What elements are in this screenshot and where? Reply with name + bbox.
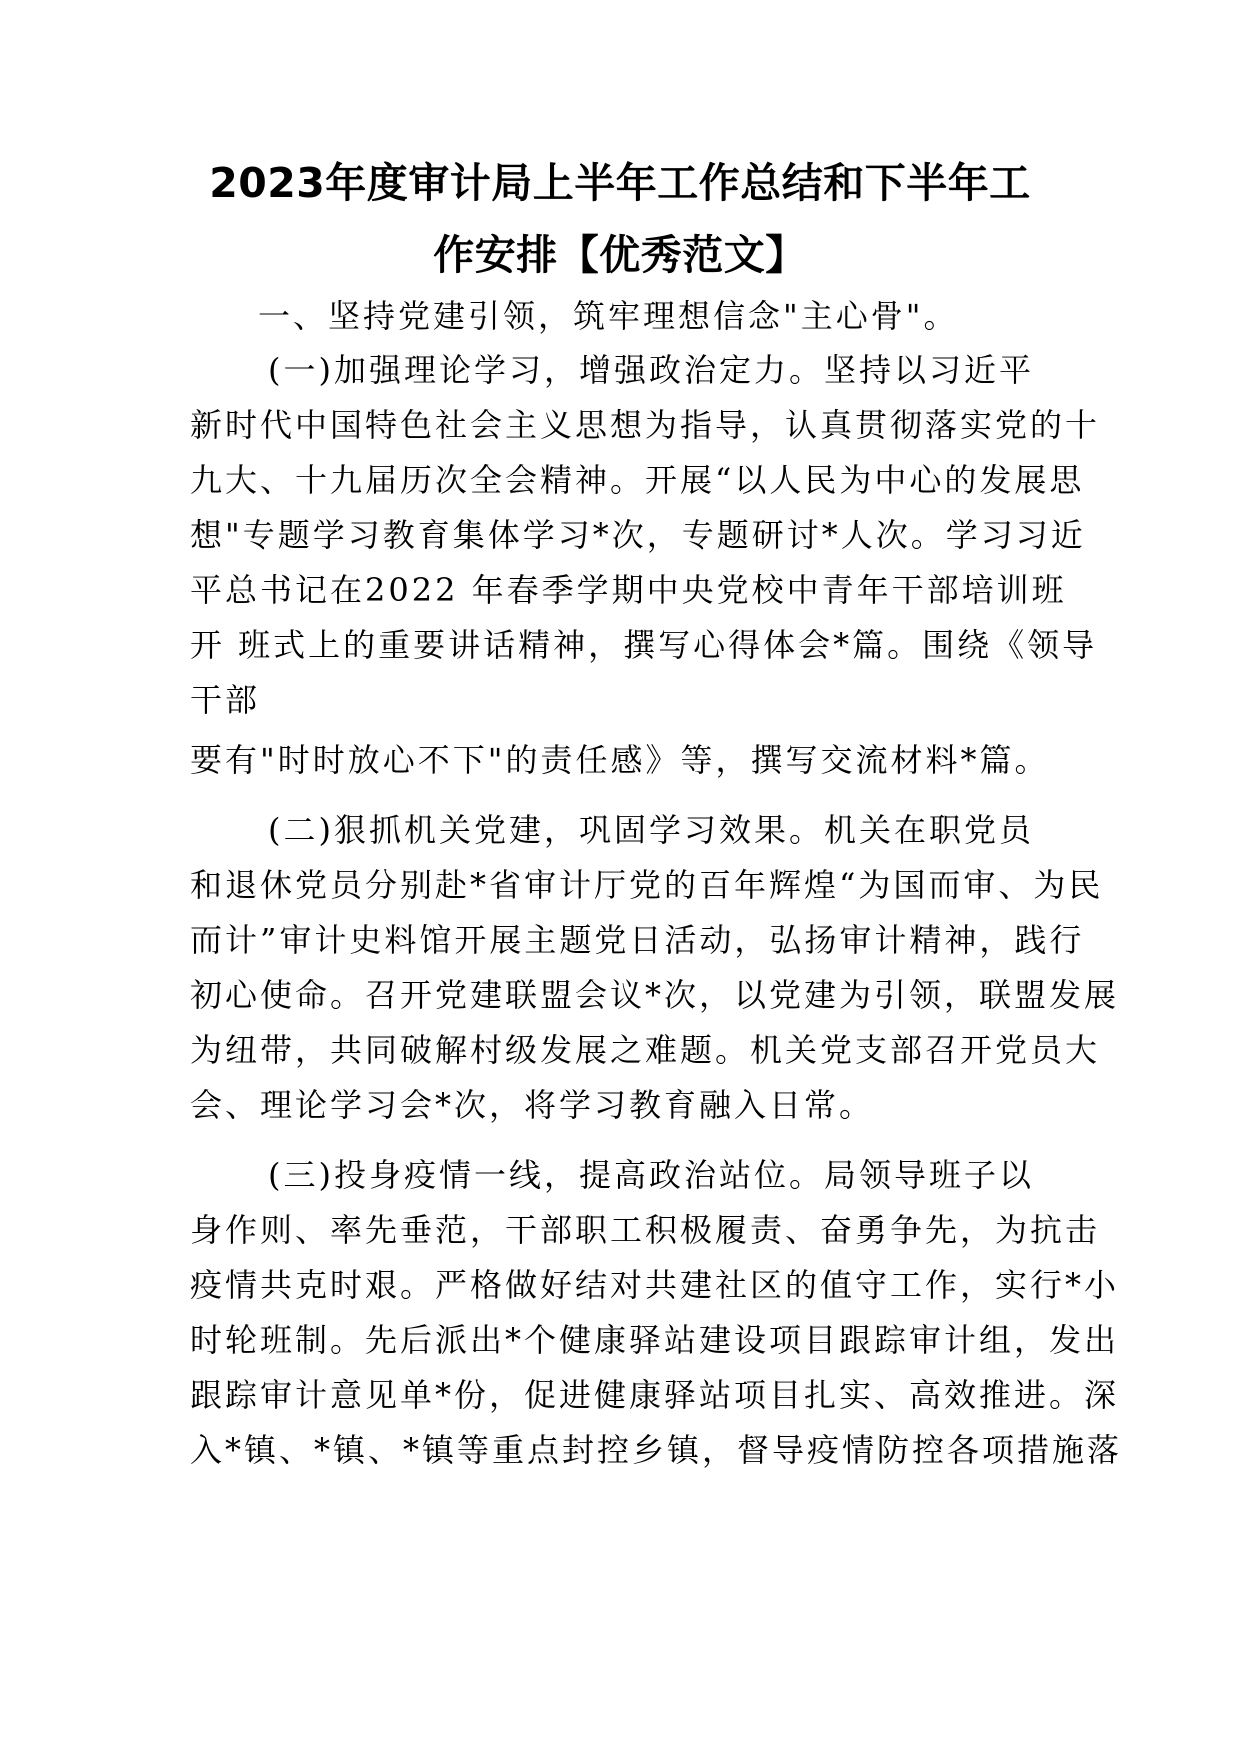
paragraph-line: 要有"时时放心不下"的责任感》等，撰写交流材料*篇。 [190,741,1050,779]
paragraph-line: 新时代中国特色社会主义思想为指导，认真贯彻落实党的十 [190,406,1101,444]
document-title-line-2: 作安排【优秀范文】 [433,231,807,279]
paragraph-line: 想"专题学习教育集体学习*次，专题研讨*人次。学习习近 [190,516,1086,554]
paragraph-line: 九大、十九届历次全会精神。开展“以人民为中心的发展思 [190,461,1085,499]
paragraph-line: 时轮班制。先后派出*个健康驿站建设项目跟踪审计组，发出 [190,1321,1120,1359]
paragraph-line: 和退休党员分别赴*省审计厅党的百年辉煌“为国而审、为民 [190,866,1104,904]
document-title-line-1: 2023年度审计局上半年工作总结和下半年工 [209,159,1031,207]
paragraph-line: 开 班式上的重要讲话精神，撰写心得体会*篇。围绕《领导 [190,626,1098,664]
paragraph-line: 跟踪审计意见单*份，促进健康驿站项目扎实、高效推进。深 [190,1376,1120,1414]
paragraph-line: 而计”审计史料馆开展主题党日活动，弘扬审计精神，践行 [190,921,1085,959]
paragraph-line: 会、理论学习会*次，将学习教育融入日常。 [190,1086,875,1124]
paragraph-line: (三)投身疫情一线，提高政治站位。局领导班子以 [268,1156,1034,1194]
paragraph-line: 入*镇、*镇、*镇等重点封控乡镇，督导疫情防控各项措施落 [190,1431,1123,1469]
section-heading: 一、坚持党建引领，筑牢理想信念"主心骨"。 [258,297,959,335]
paragraph-line: 为纽带，共同破解村级发展之难题。机关党支部召开党员大 [190,1031,1101,1069]
paragraph-line: (二)狠抓机关党建，巩固学习效果。机关在职党员 [268,811,1034,849]
paragraph-line: 初心使命。召开党建联盟会议*次，以党建为引领，联盟发展 [190,976,1120,1014]
paragraph-line: 平总书记在2022 年春季学期中央党校中青年干部培训班 [190,571,1067,609]
paragraph-line: 身作则、率先垂范，干部职工积极履责、奋勇争先，为抗击 [190,1211,1101,1249]
paragraph-line: 干部 [190,681,261,719]
paragraph-line: (一)加强理论学习，增强政治定力。坚持以习近平 [268,351,1034,389]
paragraph-line: 疫情共克时艰。严格做好结对共建社区的值守工作，实行*小 [190,1266,1120,1304]
